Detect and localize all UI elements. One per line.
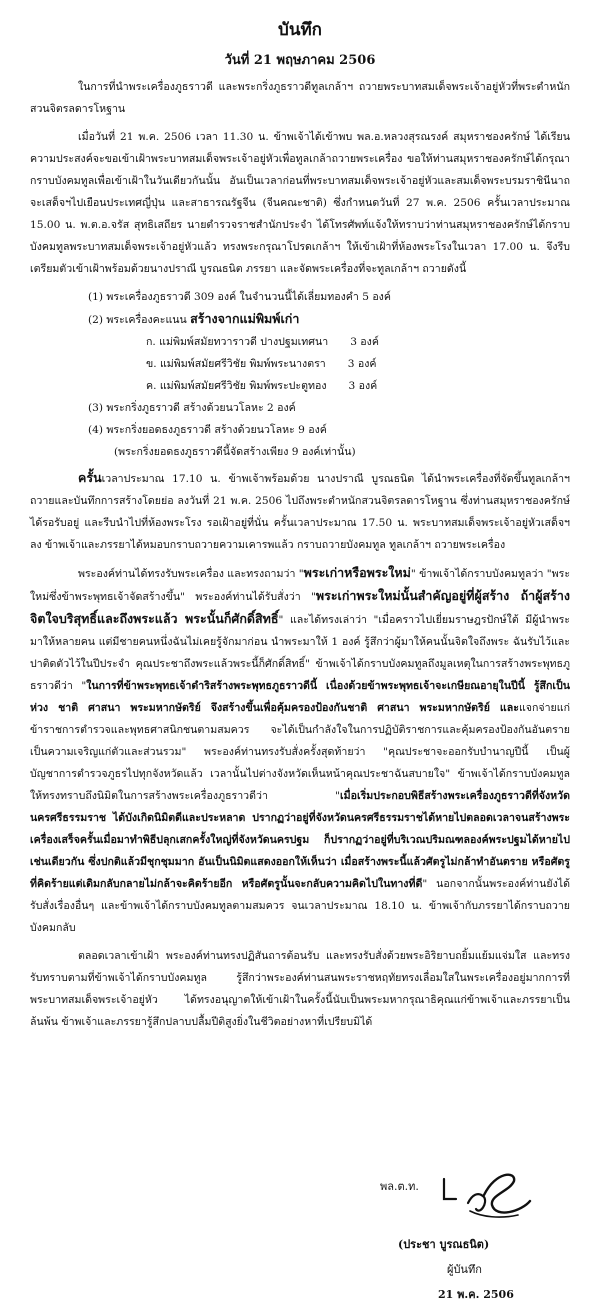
- list-item: [30, 308, 570, 331]
- paragraph-2: [30, 467, 570, 556]
- memo-title: บันทึก: [278, 20, 322, 40]
- paragraph-3-quote: เมื่อเริ่มประกอบพิธีสร้างพระเครื่องภูธราวดีที่จังหวัดนครศรีธรรมราช ได้บังเกิดนิมิตดีและประหลาด ปรากฏว่าอยู่ที่จังหวัดนครศรีธรรมราชได้หายไปตลอดเวลาจนสร้างพระเครื่องเสร็จครั้นเมื่อมาทำพิธีปลุกเสกครั้งใหญ่ที่จังหวัดนครปฐม ก็ปรากฏว่าอยู่ที่บริเวณปริมณฑลองค์พระปฐมได้หายไปเช่นเดียวกัน ซึ่งปกติแล้วมีชุกชุมมาก อันเป็นนิมิตแสดงออกให้เห็นว่า เมื่อสร้างพระนี้แล้วศัตรูไม่กล้าทำอันตราย หรือศัตรูที่คิดร้ายแต่เดิมกลับกลายไม่กล้าจะคิดร้ายอีก หรือศัตรูนั้นจะกลับความคิดไปในทางที่ดี: [30, 790, 570, 890]
- list-note: (พระกริ่งยอดธงภูธราวดีนี้จัดสร้างเพียง 9 องค์เท่านั้น): [114, 446, 356, 458]
- list-item: (4) พระกริ่งยอดธงภูธราวดี สร้างด้วยนวโลหะ 9 องค์: [88, 424, 327, 436]
- signature-rank: พล.ต.ท.: [380, 1180, 419, 1193]
- paragraph-4: ตลอดเวลาเข้าเฝ้า พระองค์ท่านทรงปฏิสันถารต้อนรับ และทรงรับสั่งด้วยพระอิริยาบถยิ้มแย้มแจ่มใส และทรงรับทราบตามที่ข้าพเจ้าได้กราบบังคมทูล รู้สึกว่าพระองค์ท่านสนพระราชหฤทัยทรงเลื่อมใสในพระเครื่องอยู่มากการที่พระบาทสมเด็จพระเจ้าอยู่หัว ได้ทรงอนุญาตให้เข้าเฝ้าในครั้งนี้นับเป็นพระมหากรุณาธิคุณแก่ข้าพเจ้าและภรรยาเป็นล้นพ้น ข้าพเจ้าและภรรยารู้สึกปลาบปลื้มปีติสูงยิ่งในชีวิตอย่างหาที่เปรียบมิได้: [30, 950, 570, 1028]
- paragraph-1: เมื่อวันที่ 21 พ.ค. 2506 เวลา 11.30 น. ข้าพเจ้าได้เข้าพบ พล.อ.หลวงสุรณรงค์ สมุหราชองครักษ์ ได้เรียนความประสงค์จะขอเข้าเฝ้าพระบาทสมเด็จพระเจ้าอยู่หัวเพื่อทูลเกล้าถวายพระเครื่อง ขอให้ท่านสมุหราชองครักษ์ได้กรุณากราบบังคมทูลเพื่อเข้าเฝ้าในวันเดียวกันนั้น อันเป็นเวลาก่อนที่พระบาทสมเด็จพระเจ้าอยู่หัวและสมเด็จพระบรมราชินีนาถจะเสด็จฯไปเยือนประเทศญี่ปุ่น และสาธารณรัฐจีน (จีนคณะชาติ) ซึ่งกำหนดวันที่ 27 พ.ค. 2506 ครั้นเวลาประมาณ 15.00 น. พ.ต.อ.จรัส สุทธิเสถียร นายตำรวจราชสำนักประจำ ได้โทรศัพท์แจ้งให้ทราบว่าท่านสมุหราชองครักษ์ได้กราบบังคมทูลพระบาทสมเด็จพระเจ้าอยู่หัวแล้ว ทรงพระกรุณาโปรดเกล้าฯ ให้เข้าเฝ้าที่ห้องพระโรงในเวลา 17.00 น. จึงรีบเตรียมตัวเข้าเฝ้าพร้อมด้วยนางปราณี บูรณธนิต ภรรยา และจัดพระเครื่องที่จะทูลเกล้าฯ ถวายดังนี้: [30, 131, 570, 275]
- signature-role: ผู้บันทึก: [447, 1263, 482, 1276]
- sub-list-item: [30, 331, 570, 353]
- paragraph-3-text: พระองค์ท่านได้ทรงรับพระเครื่อง และทรงถามว่า ": [78, 568, 304, 580]
- signature-date: 21 พ.ค. 2506: [438, 1288, 514, 1301]
- sub-item-qty: 3 องค์: [347, 358, 377, 370]
- sub-item-qty: 3 องค์: [350, 336, 379, 348]
- paragraph-3-quote: พระเก่าหรือพระใหม่: [303, 565, 411, 580]
- list-item-emphasis: สร้างจากแม่พิมพ์เก่า: [190, 311, 300, 326]
- paragraph-3-text: แจกจ่ายแก่ข้าราชการตำรวจและพุทธศาสนิกชนตามสมควร จะได้เป็นกำลังใจในการปฏิบัติราชการและคุ้มครองป้องกันอันตราย เป็นความเจริญแก่ตัวและส่วนรวม" พระองค์ท่านทรงรับสั่งครั้งสุดท้ายว่า "คุณประชาจะออกรับบำนาญปีนี้ เป็นผู้บัญชาการตำรวจภูธรไปทุกจังหวัดแล้ว เวลานั้นไปต่างจังหวัดเห็นหน้าคุณประชาฉันสบายใจ" ข้าพเจ้าได้กราบบังคมทูลให้ทรงทราบถึงนิมิตในการสร้างพระเครื่องภูธราวดีว่า ": [30, 702, 570, 802]
- sub-item-label: ข. แม่พิมพ์สมัยศรีวิชัย พิมพ์พระนางตรา: [146, 358, 326, 370]
- signature-block: [0, 1165, 600, 1305]
- memo-intro: ในการที่นำพระเครื่องภูธราวดี และพระกริ่งภูธราวดีทูลเกล้าฯ ถวายพระบาทสมเด็จพระเจ้าอยู่หัวที่พระตำหนักสวนจิตรลดารโหฐาน: [30, 81, 570, 115]
- list-item: (3) พระกริ่งภูธราวดี สร้างด้วยนวโลหะ 2 องค์: [88, 402, 296, 414]
- sub-list-item: [30, 353, 570, 375]
- handwritten-signature-icon: [430, 1165, 540, 1225]
- paragraph-3-quote: พระเก่าพระใหม่นั้นสำคัญอยู่ที่ผู้สร้าง ถ้าผู้สร้างจิตใจบริสุทธิ์และถึงพระแล้ว พระนั้นก็ศักดิ์สิทธิ์: [30, 588, 570, 626]
- offering-list: [30, 286, 570, 463]
- sub-item-label: ก. แม่พิมพ์สมัยทวาราวดี ปางปฐมเทศนา: [146, 336, 329, 348]
- signature-name: (ประชา บูรณธนิต): [398, 1238, 490, 1251]
- memo-date: วันที่ 21 พฤษภาคม 2506: [224, 53, 376, 68]
- paragraph-3: [30, 562, 570, 939]
- paragraph-2-body: เวลาประมาณ 17.10 น. ข้าพเจ้าพร้อมด้วย นางปราณี บูรณธนิต ได้นำพระเครื่องที่จัดขึ้นทูลเกล้าฯ ถวายและบันทึกการสร้างโดยย่อ ลงวันที่ 21 พ.ค. 2506 ไปถึงพระตำหนักสวนจิตรลดารโหฐาน ซึ่งท่านสมุหราชองครักษ์ได้รอรับอยู่ และรีบนำไปที่ห้องพระโรง รอเฝ้าอยู่ที่นั่น ครั้นเวลาประมาณ 17.50 น. พระบาทสมเด็จพระเจ้าอยู่หัวเสด็จฯ ลง ข้าพเจ้าและภรรยาได้หมอบกราบถวายความเคารพแล้ว กราบถวายบังคมทูล ทูลเกล้าฯ ถวายพระเครื่อง: [30, 473, 570, 551]
- paragraph-2-lead: ครั้น: [78, 470, 102, 485]
- paragraph-3-text: " และได้ทรงเล่าว่า "เมื่อคราวไปเยี่ยมราษฎรปักษ์ใต้ มีผู้นำพระมาให้หลายคน แต่มีชายคนหนึ่งฉันไม่เคยรู้จักมาก่อน นำพระมาให้ 1 องค์ รู้สึกว่าผู้มาให้คนนั้นจิตใจถึงพระ ฉันรับไว้และปาติดตัวไว้ในปีประจำ คุณประชาถึงพระแล้วพระนี้ก็ศักดิ์สิทธิ์" ข้าพเจ้าได้กราบบังคมทูลถึงมูลเหตุในการสร้างพระพุทธภูธราวดีว่า ": [30, 614, 570, 692]
- list-item: (1) พระเครื่องภูธราวดี 309 องค์ ในจำนวนนี้ได้เลี่ยมทองคำ 5 องค์: [88, 291, 391, 303]
- paragraph-3-text: " นอกจากนั้นพระองค์ท่านยังได้รับสั่งเรื่องอื่นๆ และข้าพเจ้าได้กราบบังคมทูลตามสมควร จนเวลาประมาณ 18.10 น. ข้าพเจ้ากับภรรยาได้กราบถวายบังคมกลับ: [30, 878, 571, 934]
- list-item-label: (2) พระเครื่องคะแนน: [88, 314, 191, 326]
- paragraph-3-quote: ในการที่ข้าพระพุทธเจ้าดำริสร้างพระพุทธภูธราวดีนี้ เนื่องด้วยข้าพระพุทธเจ้าจะเกษียณอายุในปีนี้ รู้สึกเป็นห่วง ชาติ ศาสนา พระมหากษัตริย์ จึงสร้างขึ้นเพื่อคุ้มครองป้องกันชาติ ศาสนา พระมหากษัตริย์ และ: [30, 680, 570, 714]
- paragraph-3-text: " ข้าพเจ้าได้กราบบังคมทูลว่า "พระใหม่ซึ่งข้าพระพุทธเจ้าจัดสร้างขึ้น" พระองค์ท่านได้รับสั่งว่า ": [30, 568, 571, 603]
- sub-list-item: [30, 375, 570, 397]
- sub-item-qty: 3 องค์: [348, 380, 378, 392]
- sub-item-label: ค. แม่พิมพ์สมัยศรีวิชัย พิมพ์พระปะตูทอง: [146, 380, 327, 392]
